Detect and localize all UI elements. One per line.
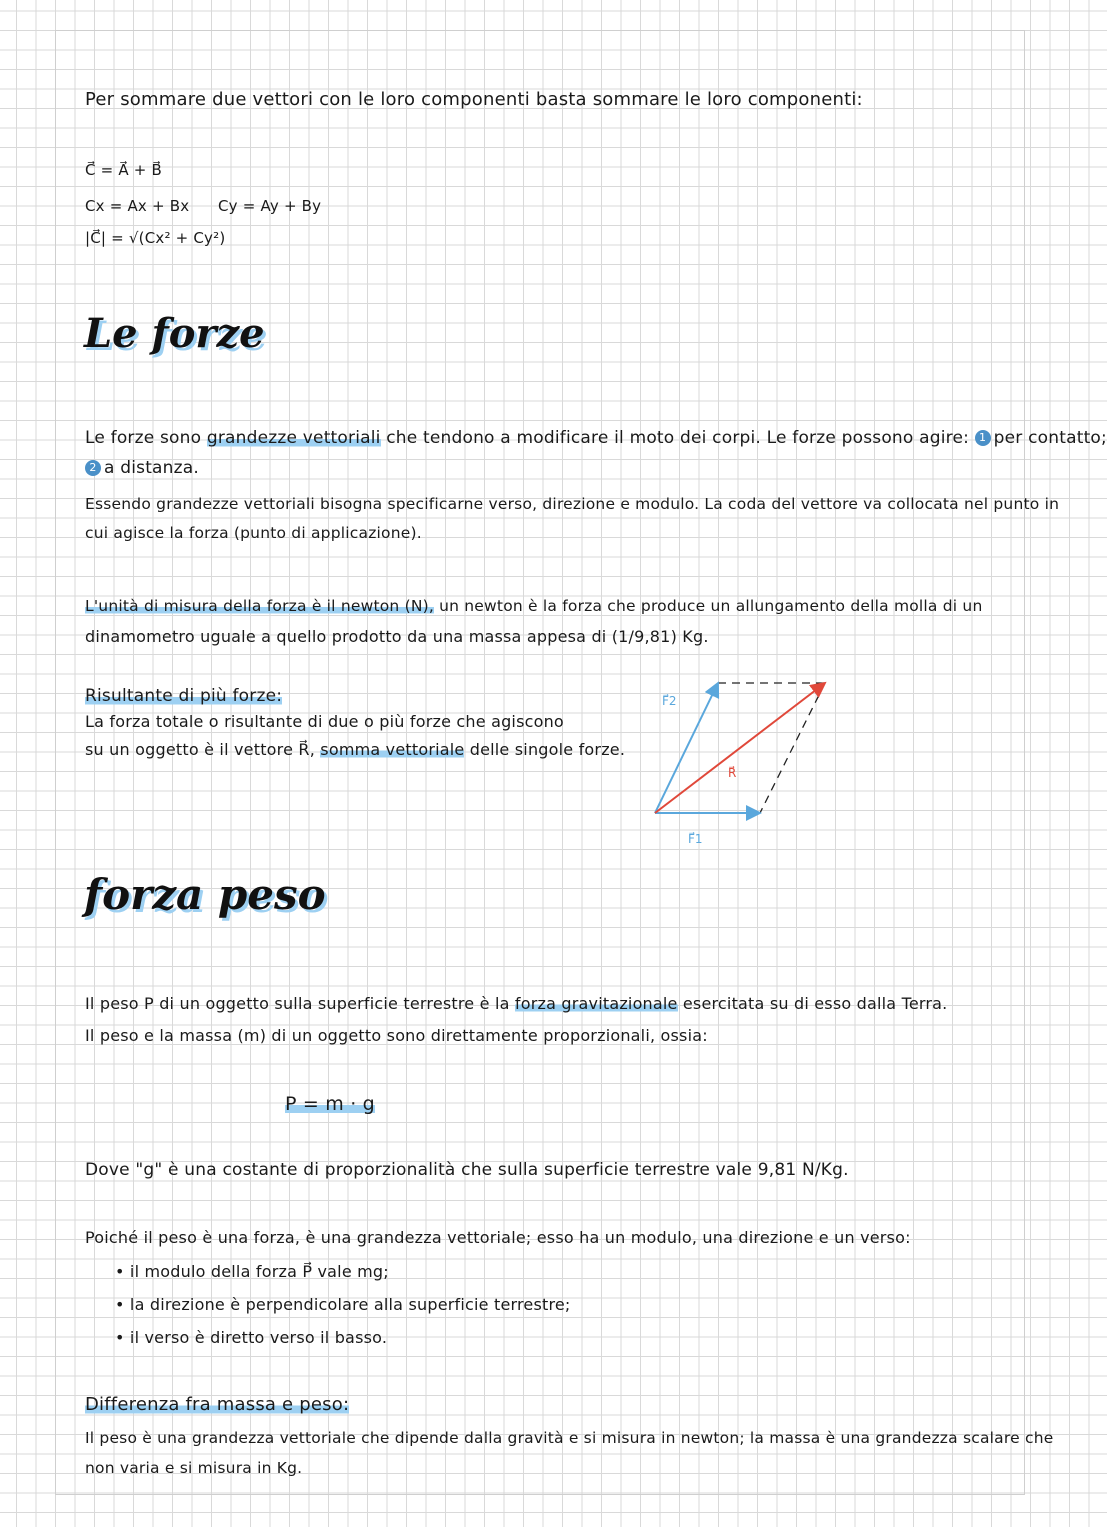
section-title-forze: Le forze	[84, 310, 265, 357]
unit-paragraph-line2: dinamometro uguale a quello prodotto da una massa appesa di (1/9,81) Kg.	[85, 627, 709, 646]
unit-paragraph-line1: L'unità di misura della forza è il newton (N), un newton è la forza che produce un allungamento della molla di un	[85, 597, 983, 615]
resultant-arrow	[655, 683, 825, 813]
label-f1: F⃗1	[688, 832, 703, 846]
bullet-modulo: • il modulo della forza P⃗ vale mg;	[115, 1262, 389, 1281]
bullet-verso: • il verso è diretto verso il basso.	[115, 1328, 388, 1347]
dashed-right-edge	[760, 683, 825, 813]
equation-cx: Cx = Ax + Bx	[85, 197, 190, 215]
weight-formula: P = m · g	[285, 1093, 375, 1115]
forze-paragraph-line1: Le forze sono grandezze vettoriali che tendono a modificare il moto dei corpi. Le forze possono agire: 1 per contatto;	[85, 428, 1107, 448]
section-title-peso: forza peso	[84, 870, 326, 919]
peso-line3: Dove "g" è una costante di proporzionalità che sulla superficie terrestre vale 9,81 N/Kg.	[85, 1160, 849, 1180]
resultant-line2: su un oggetto è il vettore R⃗, somma vettoriale delle singole forze.	[85, 740, 626, 759]
peso-line4: Poiché il peso è una forza, è una grandezza vettoriale; esso ha un modulo, una direzione e un verso:	[85, 1228, 911, 1247]
difference-line1: Il peso è una grandezza vettoriale che dipende dalla gravità e si misura in newton; la massa è una grandezza scalare che	[85, 1429, 1054, 1447]
parallelogram-diagram	[640, 665, 840, 855]
peso-line1: Il peso P di un oggetto sulla superficie terrestre è la forza gravitazionale esercitata su di esso dalla Terra.	[85, 994, 948, 1013]
intro-text: Per sommare due vettori con le loro componenti basta sommare le loro componenti:	[85, 89, 863, 110]
forze-paragraph2-line2: cui agisce la forza (punto di applicazione).	[85, 524, 422, 542]
bullet-direzione: • la direzione è perpendicolare alla superficie terrestre;	[115, 1295, 571, 1314]
number-2-badge: 2	[85, 460, 101, 476]
equation-cy: Cy = Ay + By	[218, 197, 322, 215]
peso-line2: Il peso e la massa (m) di un oggetto sono direttamente proporzionali, ossia:	[85, 1026, 708, 1045]
forze-paragraph-line2: 2 a distanza.	[85, 458, 199, 478]
number-1-badge: 1	[975, 430, 991, 446]
difference-heading: Differenza fra massa e peso:	[85, 1394, 350, 1415]
resultant-line1: La forza totale o risultante di due o più forze che agiscono	[85, 712, 564, 731]
equation-modulus: |C⃗| = √(Cx² + Cy²)	[85, 229, 226, 247]
label-r: R⃗	[728, 766, 737, 780]
equation-vector-sum: C⃗ = A⃗ + B⃗	[85, 161, 163, 179]
resultant-heading: Risultante di più forze:	[85, 686, 283, 706]
difference-line2: non varia e si misura in Kg.	[85, 1459, 303, 1477]
label-f2: F⃗2	[662, 694, 677, 708]
forze-paragraph2-line1: Essendo grandezze vettoriali bisogna specificarne verso, direzione e modulo. La coda del vettore va collocata nel punto in	[85, 495, 1060, 513]
